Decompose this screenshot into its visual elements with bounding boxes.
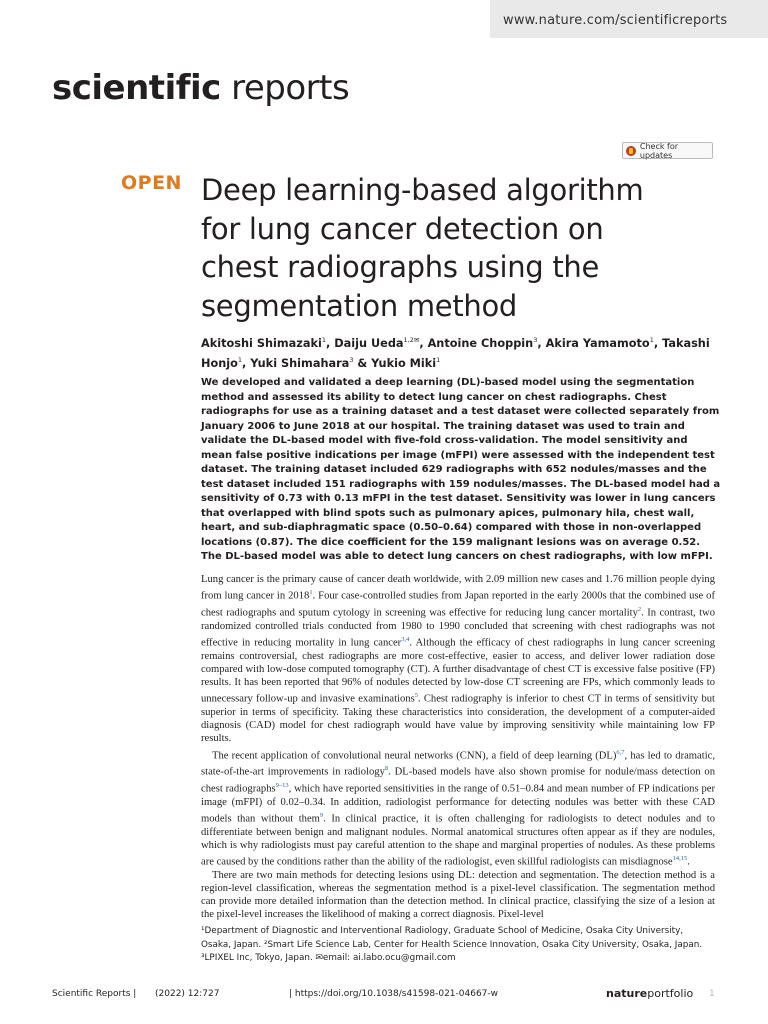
body-paragraph: The recent application of convolutional neural networks (CNN), a field of deep learning (DL)$^{6,7}$, has led to dramatic, state-of-the-art improvements in radiology$^8$. DL-based models have also shown promise for nodule/mass detection on chest radiographs$^{9-13}$, which have reported sensitivities in the range of 0.51–0.84 and mean number of FP indications per image (mFPI) of 0.02–0.34. In addition, radiologist performance for detecting nodules was better with these CAD models than without them$^9$. In clinical practice, it is often challenging for radiologists to detect nodules and to differentiate between benign and malignant nodules. Normal anatomical structures often appear as if they are nodules, which is why radiologists must pay careful attention to the shape and marginal properties of nodules. As these problems are caused by the conditions rather than the ability of the radiologist, even skillful radiologists can misdiagnose$^{14,15}$.: [201, 748, 715, 868]
publisher-bold-text: nature: [606, 987, 648, 1000]
citation-link[interactable]: 8: [384, 765, 389, 773]
journal-url-link[interactable]: www.nature.com/scientificreports: [503, 13, 728, 28]
author-list: Akitoshi Shimazaki$^1$, Daiju Ueda$^{1,2✉}$, Antoine Choppin$^3$, Akira Yamamoto$^1$, Takashi Honjo$^1$, Yuki Shimahara$^3$ & Yukio Miki$^1$: [201, 336, 710, 370]
affiliations: ¹Department of Diagnostic and Interventional Radiology, Graduate School of Medicine, Osaka City University, Osaka, Japan. ²Smart Life Science Lab, Center for Health Science Innovation, Osaka City University, Osaka, Japan. ³LPIXEL Inc, Tokyo, Japan. ✉email: ai.labo.ocu@gmail.com: [201, 926, 703, 964]
publisher-light-text: portfolio: [647, 987, 694, 1000]
citation-link[interactable]: 2: [637, 605, 642, 613]
citation-link[interactable]: 9: [319, 811, 324, 819]
check-for-updates-label: Check for updates: [639, 141, 679, 160]
author-name[interactable]: Yukio Miki: [371, 356, 437, 370]
abstract: We developed and validated a deep learning (DL)-based model using the segmentation method and assessed its ability to detect lung cancer on chest radiographs. Chest radiographs for use as a training dataset and a test dataset were collected separately from January 2006 to June 2018 at our hospital. The training dataset was used to train and validate the DL-based model with five-fold cross-validation. The model sensitivity and mean false positive indications per image (mFPI) were assessed with the independent test dataset. The training dataset included 629 radiographs with 652 nodules/masses and the test dataset included 151 radiographs with 159 nodules/masses. The DL-based model had a sensitivity of 0.73 with 0.13 mFPI in the test dataset. Sensitivity was lower in lung cancers that overlapped with blind spots such as pulmonary apices, pulmonary hila, chest wall, heart, and sub-diaphragmatic space (0.50–0.64) compared with those in non-overlapped locations (0.87). The dice coefficient for the 159 malignant lesions was on average 0.52. The DL-based model was able to detect lung cancers on chest radiographs, with low mFPI.: [201, 377, 721, 562]
author-name[interactable]: Akira Yamamoto: [545, 336, 650, 350]
author-name[interactable]: Akitoshi Shimazaki: [201, 336, 322, 350]
citation-link[interactable]: 6,7: [616, 748, 625, 756]
body-paragraph: Lung cancer is the primary cause of cancer death worldwide, with 2.09 million new cases and 1.76 million people dying from lung cancer in 2018$^1$. Four case-controlled studies from Japan reported in the early 2000s that the combined use of chest radiographs and sputum cytology in screening was effective for reducing lung cancer mortality$^2$. In contrast, two randomized controlled trials conducted from 1980 to 1990 concluded that screening with chest radiographs was not effective in reducing mortality in lung cancer$^{3,4}$. Although the efficacy of chest radiographs in lung cancer screening remains controversial, chest radiographs are more cost-effective, easier to access, and deliver lower radiation dose compared with low-dose computed tomography (CT). A further disadvantage of chest CT is excessive false positive (FP) results. It has been reported that 96% of nodules detected by low-dose CT screening are FPs, which commonly leads to unnecessary follow-up and invasive examinations$^5$. Chest radiography is inferior to chest CT in terms of sensitivity but superior in terms of specificity. Taking these characteristics into consideration, the development of a computer-aided diagnosis (CAD) model for chest radiograph would have value by improving sensitivity while maintaining low FP results.: [201, 574, 715, 745]
page-number: 1: [709, 989, 715, 999]
author-affiliation-marker: 3: [349, 355, 354, 364]
body-paragraph: There are two main methods for detecting lesions using DL: detection and segmentation. The detection method is a region-level classification, whereas the segmentation method is a pixel-level classification. The segmentation method can provide more detailed information than the detection method. In clinical practice, classifying the size of a lesion at the pixel-level increases the likelihood of making a correct diagnosis. Pixel-level: [201, 869, 715, 921]
author-affiliation-marker: 3: [533, 336, 538, 344]
author-affiliation-marker: 1,2✉: [403, 336, 420, 344]
publisher-logo: [606, 987, 693, 1000]
journal-logo[interactable]: [52, 66, 349, 110]
author-name[interactable]: Antoine Choppin: [427, 336, 534, 350]
open-access-label: OPEN: [121, 172, 182, 194]
author-name[interactable]: Daiju Ueda: [334, 336, 404, 350]
crossmark-icon: [626, 146, 636, 156]
citation-link[interactable]: 1: [309, 589, 313, 597]
brand-light-text: reports: [231, 68, 350, 108]
check-for-updates-button[interactable]: [622, 142, 713, 159]
author-affiliation-marker: 1: [649, 336, 654, 344]
brand-bold-text: scientific: [52, 68, 221, 108]
footer-journal: Scientific Reports |: [52, 989, 137, 999]
author-name[interactable]: Takashi Honjo: [201, 336, 710, 370]
citation-link[interactable]: 3,4: [401, 635, 410, 643]
author-affiliation-marker: 1: [321, 336, 327, 344]
author-affiliation-marker: 1: [436, 355, 441, 364]
citation-link[interactable]: 14,15: [672, 855, 688, 863]
footer-doi-link[interactable]: | https://doi.org/10.1038/s41598-021-04667-w: [289, 989, 499, 999]
author-affiliation-marker: 1: [237, 355, 243, 364]
footer-volume: (2022) 12:727: [155, 989, 220, 999]
article-title: Deep learning-based algorithm for lung cancer detection on chest radiographs using the segmentation method: [201, 173, 644, 323]
citation-link[interactable]: 9–13: [275, 782, 289, 790]
author-name[interactable]: Yuki Shimahara: [250, 356, 350, 370]
citation-link[interactable]: 5: [414, 692, 418, 700]
article-body: [201, 573, 715, 922]
